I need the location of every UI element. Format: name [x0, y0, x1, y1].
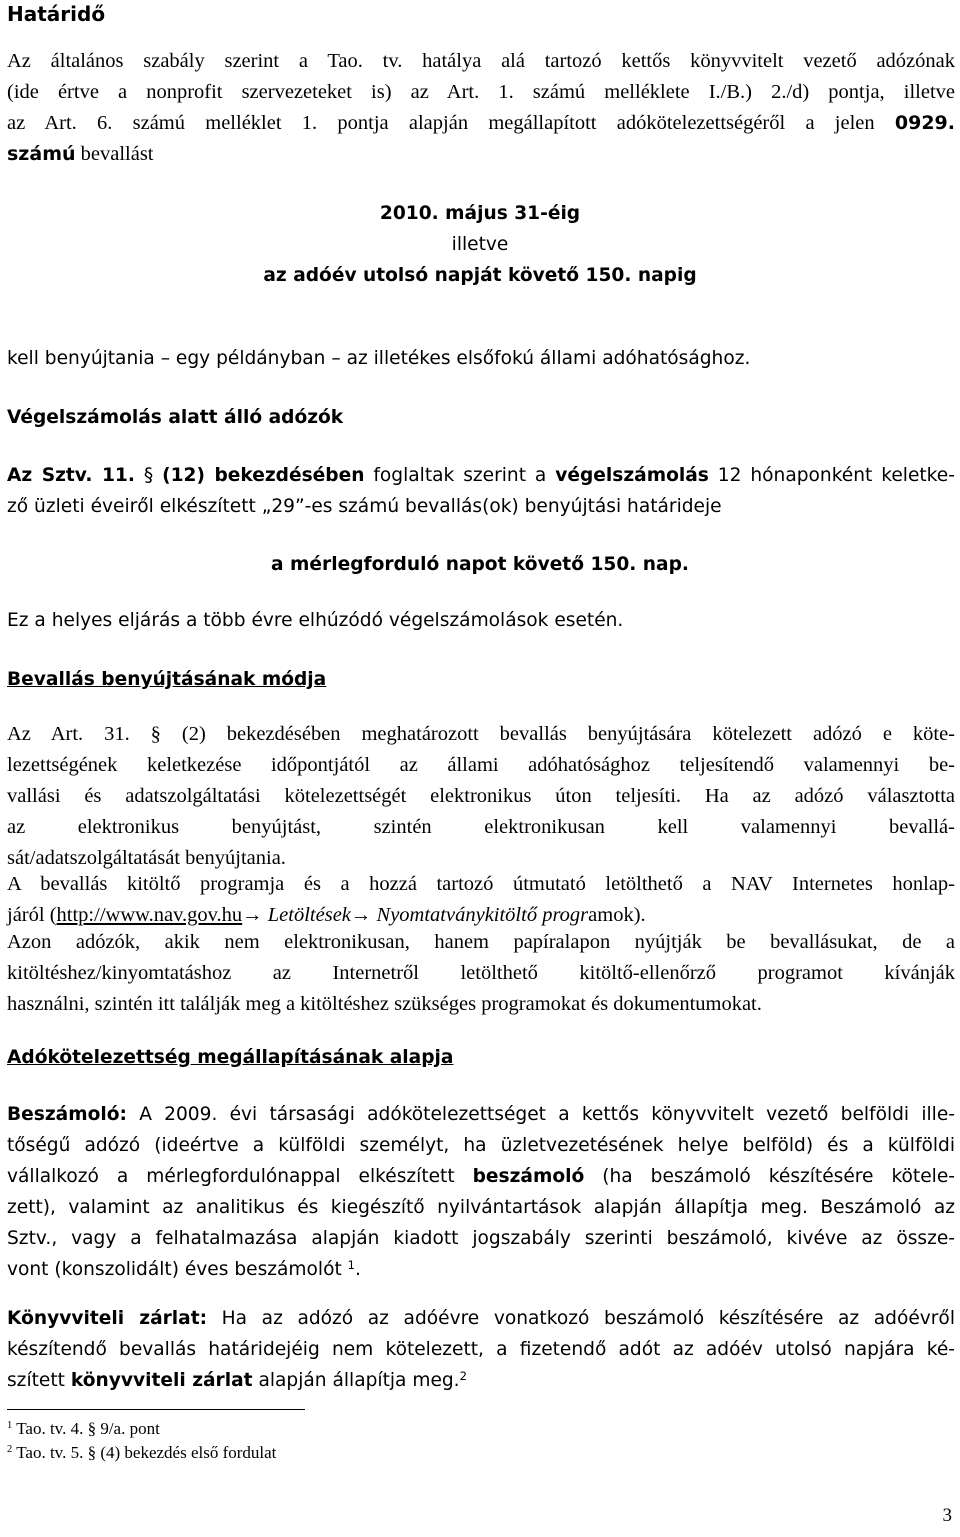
section-heading-basis-wrap [7, 1042, 955, 1073]
method-p1-line-2: lezettségének keletkezése időpontjától az állami adóhatósághoz teljesítendő valamennyi be- [7, 754, 955, 776]
arrow-right-icon: → [350, 904, 372, 926]
arrow-right-icon: → [242, 904, 263, 926]
footnote-1 [7, 1418, 160, 1440]
method-p1-line-4: az elektronikus benyújtást, szintén elektronikusan kell valamennyi bevallá- [7, 816, 955, 838]
paragraph-ref: (12) bekezdésében [162, 465, 365, 486]
method-p1-line-5: sát/adatszolgáltatását benyújtania. [7, 847, 286, 869]
method-p3-line-3: használni, szintén itt találják meg a kitöltéshez szükséges programokat és dokumentumokat. [7, 993, 762, 1015]
basis-p1-line-3-c: (ha beszámoló készítésére kötele- [602, 1166, 955, 1187]
footnote-1-text: Tao. tv. 4. § 9/a. pont [16, 1419, 160, 1438]
footnote-2-number: 2 [7, 1444, 13, 1456]
method-p3-line-2: kitöltéshez/kinyomtatáshoz az Internetről letölthető kitöltő-ellenőrző programot kívánják [7, 962, 955, 984]
basis-p2-line-1 [7, 1303, 955, 1334]
liquidation-line-2: ző üzleti éveiről elkészített „29”-es számú bevallás(ok) benyújtási határideje [7, 496, 722, 517]
footnote-ref-2[interactable]: 2 [459, 1368, 467, 1383]
method-paragraph-3 [7, 927, 955, 1020]
deadline-or: illetve [451, 234, 509, 255]
basis-p2-line-3-c: alapján állapítja meg. [258, 1370, 460, 1391]
basis-p1-line-5: Sztv., vagy a felhatalmazása alapján kiadott jogszabály szerinti beszámoló, kivéve az össze- [7, 1228, 955, 1249]
footnote-2 [7, 1442, 276, 1464]
intro-line-4-bold: számú [7, 143, 76, 165]
page-number: 3 [942, 1505, 952, 1526]
footnote-1-number: 1 [7, 1420, 13, 1432]
intro-line-4-text: bevallást [80, 143, 154, 165]
nav-website-link[interactable]: http://www.nav.gov.hu [56, 904, 243, 926]
basis-p1-line-6-text: vont (konszolidált) éves beszámolót [7, 1259, 342, 1280]
basis-p2-line-3-a: szített [7, 1370, 65, 1391]
deadline-date: 2010. május 31-éig [379, 203, 581, 224]
method-p1-line-1: Az Art. 31. § (2) bekezdésében meghatározott bevallás benyújtására kötelezett adózó e köte- [7, 723, 955, 745]
basis-p1-line-6 [7, 1254, 955, 1285]
intro-line-2: (ide értve a nonprofit szervezeteket is) az Art. 1. számú melléklete I./B.) 2./d) pontja, illetve [7, 81, 955, 103]
basis-p1-line-2: tőségű adózó (ideértve a külföldi személyt, ha üzletvezetésének helye belföld) és a külföldi [7, 1135, 955, 1156]
liquidation-line-1-text-a: foglaltak szerint a [373, 465, 547, 486]
intro-paragraph [7, 46, 955, 170]
liquidation-note: Ez a helyes eljárás a több évre elhúzódó végelszámolások esetén. [7, 610, 624, 631]
basis-p2-line-2: készítendő bevallás határidejéig nem kötelezett, a fizetendő adót az adóév utolsó napjára ké- [7, 1339, 955, 1360]
form-number: 0929. [894, 112, 955, 134]
form-filler-label: Nyomtatványkitöltő progr [376, 904, 589, 926]
submit-note: kell benyújtania – egy példányban – az illetékes elsőfokú állami adóhatósághoz. [7, 348, 751, 369]
law-ref: Az Sztv. 11. [7, 465, 135, 486]
basis-p1-line-3 [7, 1161, 955, 1192]
intro-line-1: Az általános szabály szerint a Tao. tv. hatálya alá tartozó kettős könyvvitelt vezető adózónak [7, 50, 955, 72]
intro-line-3 [7, 108, 955, 139]
liquidation-line-1-text-b: 12 hónaponként keletke- [717, 465, 955, 486]
footnote-2-text: Tao. tv. 5. § (4) bekezdés első fordulat [16, 1443, 277, 1462]
deadline-alt: az adóév utolsó napját követő 150. napig [263, 265, 697, 286]
basis-p1-line-3-a: vállalkozó a mérlegfordulónappal elkészített [7, 1166, 455, 1187]
basis-p1-line-6-end: . [355, 1259, 361, 1280]
intro-line-3-text: az Art. 6. számú melléklet 1. pontja alapján megállapított adókötelezettségéről a jelen [7, 112, 875, 134]
liquidation-term: végelszámolás [555, 465, 709, 486]
footnote-ref-1[interactable]: 1 [347, 1257, 355, 1272]
method-p2-line-2-prefix: járól ( [7, 904, 57, 926]
basis-paragraph-2 [7, 1303, 955, 1396]
report-term: beszámoló [472, 1166, 585, 1187]
method-p2-line-2-suffix: amok). [588, 904, 646, 926]
basis-p1-line-1-text: A 2009. évi társasági adókötelezettséget a kettős könyvvitelt vezető belföldi ille- [139, 1104, 955, 1125]
basis-paragraph-1 [7, 1099, 955, 1285]
basis-p1-line-4: zett), valamint az analitikus és kiegészítő nyilvántartások alapján állapítja meg. Beszámoló az [7, 1197, 955, 1218]
method-paragraph-1 [7, 719, 955, 874]
basis-p2-line-1-text: Ha az adózó az adóévre vonatkozó beszámoló készítésére az adóévről [221, 1308, 955, 1329]
liquidation-line-1 [7, 460, 955, 491]
closing-label: Könyvviteli zárlat: [7, 1308, 208, 1329]
downloads-label: Letöltések [267, 904, 351, 926]
basis-p1-line-1 [7, 1099, 955, 1130]
paragraph-sign: § [143, 465, 154, 486]
liquidation-paragraph [7, 460, 955, 522]
section-heading-basis: Adókötelezettség megállapításának alapja [7, 1047, 454, 1068]
method-p1-line-3: vallási és adatszolgáltatási kötelezettségét elektronikus úton teljesíti. Ha az adózó választotta [7, 785, 955, 807]
footnote-divider [7, 1409, 305, 1410]
liquidation-deadline: a mérlegforduló napot követő 150. nap. [271, 554, 689, 575]
section-heading-liquidation: Végelszámolás alatt álló adózók [7, 407, 344, 428]
deadline-block [0, 198, 960, 291]
method-paragraph-2 [7, 869, 955, 931]
intro-line-4 [7, 139, 955, 170]
report-label: Beszámoló: [7, 1104, 127, 1125]
section-heading-method-wrap [7, 664, 955, 695]
basis-p2-line-3 [7, 1365, 955, 1396]
method-p3-line-1: Azon adózók, akik nem elektronikusan, hanem papíralapon nyújtják be bevallásukat, de a [7, 931, 955, 953]
method-p2-line-1: A bevallás kitöltő programja és a hozzá tartozó útmutató letölthető a NAV Internetes honlap- [7, 873, 955, 895]
closing-term: könyvviteli zárlat [70, 1370, 253, 1391]
section-heading-deadline: Határidő [7, 2, 106, 26]
section-heading-method: Bevallás benyújtásának módja [7, 669, 327, 690]
